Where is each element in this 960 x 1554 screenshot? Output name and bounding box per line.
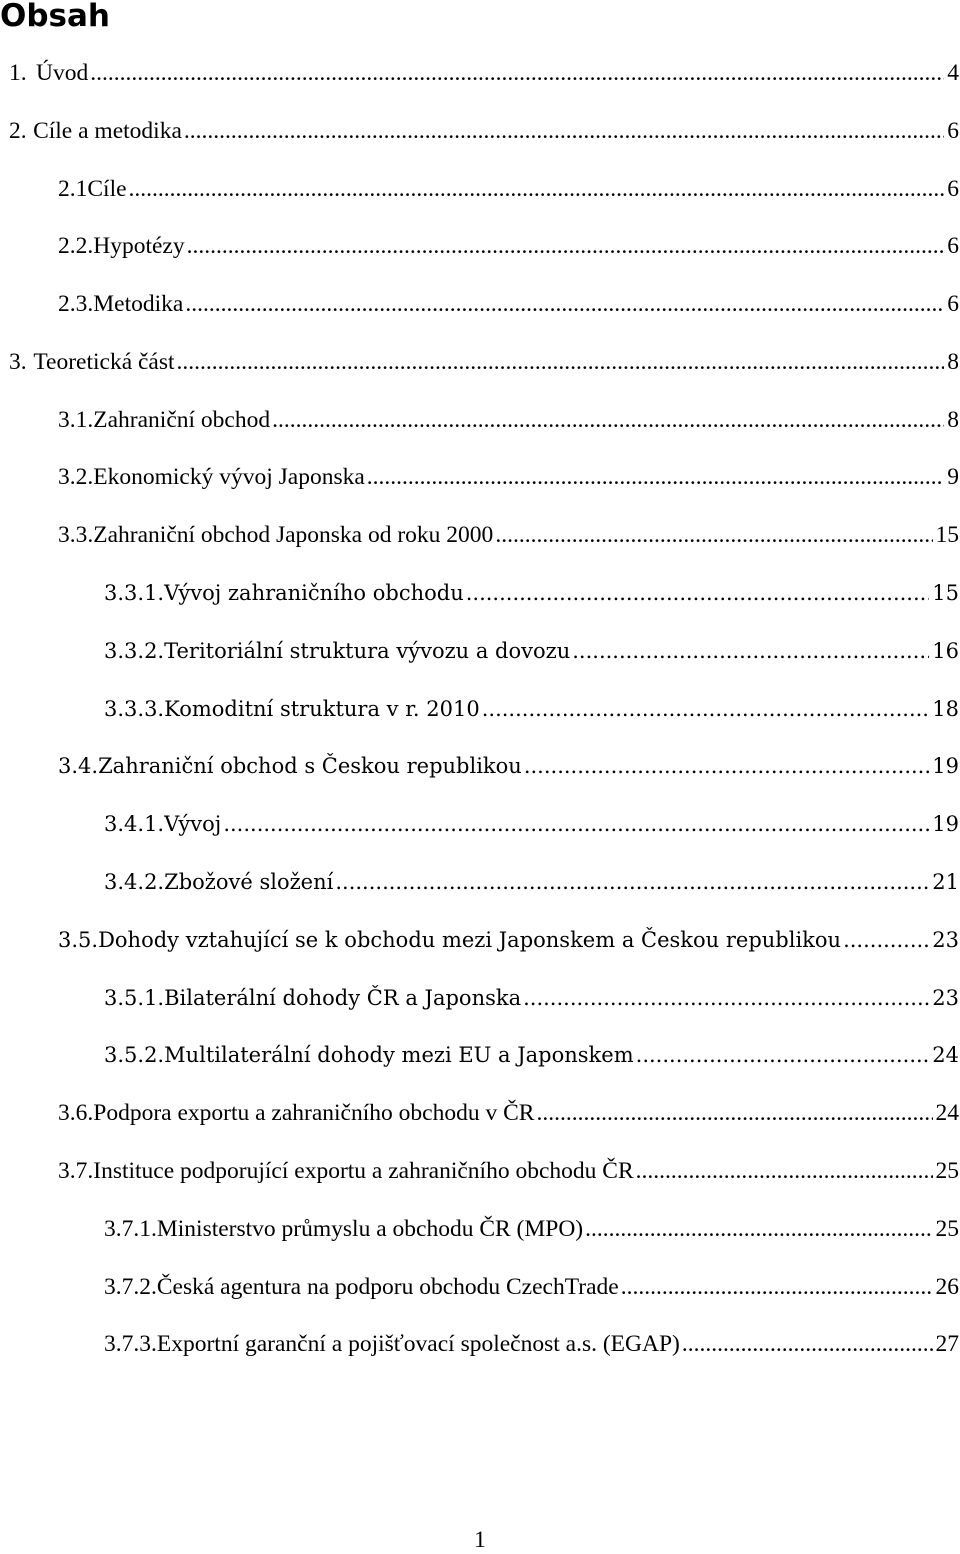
toc-entry[interactable] xyxy=(104,809,959,839)
toc-entry-number: 3.4.2. xyxy=(104,870,165,894)
toc-entry-number: 3.5. xyxy=(58,928,99,952)
toc-entry-number: 3.4. xyxy=(58,754,99,778)
toc-entry-number: 3.3.1. xyxy=(104,581,165,605)
toc-entry-page: 8 xyxy=(947,407,959,433)
toc-entry-page: 4 xyxy=(947,60,959,86)
toc-dot-leader xyxy=(187,231,945,261)
toc-entry-page: 24 xyxy=(932,1043,959,1067)
toc-entry-label: Úvod xyxy=(36,60,89,86)
toc-dot-leader xyxy=(177,347,945,377)
toc-entry-page: 24 xyxy=(935,1100,959,1126)
toc-entry-label: Vývoj xyxy=(164,812,222,836)
toc-entry-label: Hypotézy xyxy=(93,233,185,259)
toc-dot-leader xyxy=(572,636,929,666)
toc-dot-leader xyxy=(272,405,944,435)
toc-dot-leader xyxy=(524,751,929,781)
toc-dot-leader xyxy=(536,1098,932,1128)
toc-dot-leader xyxy=(523,983,929,1013)
toc-entry-number: 3. xyxy=(9,349,27,375)
toc-entry[interactable] xyxy=(58,289,959,319)
toc-entry-page: 19 xyxy=(932,754,959,778)
toc-entry-label: Dohody vztahující se k obchodu mezi Japonskem a Českou republikou xyxy=(98,928,842,952)
toc-entry-number: 2.2. xyxy=(58,233,94,259)
toc-dot-leader xyxy=(682,1329,933,1359)
toc-entry-page: 21 xyxy=(932,870,959,894)
toc-entry-label: Multilaterální dohody mezi EU a Japonskem xyxy=(164,1043,634,1067)
toc-entry[interactable] xyxy=(58,231,959,261)
toc-entry[interactable] xyxy=(104,578,959,608)
toc-dot-leader xyxy=(367,462,944,492)
toc-dot-leader xyxy=(495,520,932,550)
toc-entry-label: Zbožové složení xyxy=(164,870,334,894)
toc-entry-number: 3.7. xyxy=(58,1158,94,1184)
toc-entry-number: 3.3.2. xyxy=(104,639,165,663)
toc-entry-label: Česká agentura na podporu obchodu CzechTrade xyxy=(156,1274,619,1300)
toc-entry-page: 25 xyxy=(935,1216,959,1242)
toc-entry[interactable] xyxy=(104,867,959,897)
toc-entry-label: Metodika xyxy=(93,291,184,317)
toc-entry[interactable] xyxy=(58,751,959,781)
toc-entry[interactable] xyxy=(9,347,959,377)
toc-entry-page: 23 xyxy=(932,986,959,1010)
toc-entry-number: 3.7.1. xyxy=(104,1216,157,1242)
toc-entry[interactable] xyxy=(104,983,959,1013)
toc-entry[interactable] xyxy=(104,1214,959,1244)
toc-entry[interactable] xyxy=(104,1329,959,1359)
toc-entry-label: Zahraniční obchod s Českou republikou xyxy=(98,754,522,778)
toc-entry-number: 3.3.3. xyxy=(104,697,165,721)
toc-entry-number: 3.6. xyxy=(58,1100,94,1126)
toc-entry-page: 27 xyxy=(935,1331,959,1357)
toc-dot-leader xyxy=(129,174,945,204)
toc-entry[interactable] xyxy=(58,174,959,204)
toc-dot-leader xyxy=(185,289,944,319)
toc-entry-label: Zahraniční obchod Japonska od roku 2000 xyxy=(93,522,494,548)
toc-dot-leader xyxy=(843,925,929,955)
toc-entry-number: 3.7.2. xyxy=(104,1274,157,1300)
page-title: Obsah xyxy=(0,0,110,34)
toc-dot-leader xyxy=(636,1156,933,1186)
toc-entry[interactable] xyxy=(58,462,959,492)
toc-entry-number: 2.1 xyxy=(58,176,88,202)
toc-entry-label: Cíle a metodika xyxy=(33,118,182,144)
toc-entry-page: 6 xyxy=(947,176,959,202)
toc-entry-label: Zahraniční obchod xyxy=(93,407,271,433)
toc-entry-page: 15 xyxy=(935,522,959,548)
toc-entry[interactable] xyxy=(104,1040,959,1070)
toc-dot-leader xyxy=(90,58,944,88)
toc-dot-leader xyxy=(223,809,929,839)
toc-dot-leader xyxy=(184,116,944,146)
toc-entry-page: 9 xyxy=(947,464,959,490)
toc-entry-label: Instituce podporující exportu a zahraničního obchodu ČR xyxy=(93,1158,634,1184)
toc-entry-page: 25 xyxy=(935,1158,959,1184)
toc-entry-number: 3.1. xyxy=(58,407,94,433)
toc-dot-leader xyxy=(335,867,929,897)
toc-entry[interactable] xyxy=(104,1272,959,1302)
toc-entry-label: Vývoj zahraničního obchodu xyxy=(164,581,464,605)
toc-entry-label: Exportní garanční a pojišťovací společnost a.s. (EGAP) xyxy=(156,1331,680,1357)
toc-entry-label: Ministerstvo průmyslu a obchodu ČR (MPO) xyxy=(156,1216,584,1242)
toc-dot-leader xyxy=(585,1214,932,1244)
toc-entry-page: 23 xyxy=(932,928,959,952)
toc-entry-page: 6 xyxy=(947,233,959,259)
toc-entry-number: 3.3. xyxy=(58,522,94,548)
toc-entry-page: 6 xyxy=(947,291,959,317)
toc-entry-number: 3.5.2. xyxy=(104,1043,165,1067)
toc-entry-page: 19 xyxy=(932,812,959,836)
toc-entry-page: 26 xyxy=(935,1274,959,1300)
toc-entry[interactable] xyxy=(9,116,959,146)
toc-dot-leader xyxy=(621,1272,933,1302)
toc-entry-label: Ekonomický vývoj Japonska xyxy=(93,464,365,490)
toc-entry-number: 2. xyxy=(9,118,27,144)
toc-entry-page: 18 xyxy=(932,697,959,721)
toc-dot-leader xyxy=(636,1040,930,1070)
toc-dot-leader xyxy=(466,578,930,608)
toc-entry-label: Cíle xyxy=(87,176,127,202)
toc-entry[interactable] xyxy=(58,1156,959,1186)
toc-dot-leader xyxy=(482,694,930,724)
toc-entry-number: 3.5.1. xyxy=(104,986,165,1010)
toc-entry-number: 1. xyxy=(9,60,27,86)
toc-entry-number: 3.4.1. xyxy=(104,812,165,836)
toc-entry-page: 6 xyxy=(947,118,959,144)
toc-entry-label: Teritoriální struktura vývozu a dovozu xyxy=(164,639,571,663)
page-number: 1 xyxy=(474,1527,486,1553)
toc-entry-number: 2.3. xyxy=(58,291,94,317)
toc-entry-label: Komoditní struktura v r. 2010 xyxy=(164,697,480,721)
toc-entry-number: 3.2. xyxy=(58,464,94,490)
toc-entry-label: Teoretická část xyxy=(33,349,175,375)
toc-entry-number: 3.7.3. xyxy=(104,1331,157,1357)
toc-entry[interactable] xyxy=(58,1098,959,1128)
toc-entry[interactable] xyxy=(9,58,959,88)
toc-entry-label: Bilaterální dohody ČR a Japonska xyxy=(164,986,522,1010)
toc-entry-label: Podpora exportu a zahraničního obchodu v ČR xyxy=(93,1100,535,1126)
toc-entry[interactable] xyxy=(58,405,959,435)
toc-entry[interactable] xyxy=(104,636,959,666)
toc-entry-page: 15 xyxy=(932,581,959,605)
toc-entry[interactable] xyxy=(58,520,959,550)
toc-entry[interactable] xyxy=(58,925,959,955)
toc-entry[interactable] xyxy=(104,694,959,724)
toc-entry-page: 8 xyxy=(947,349,959,375)
toc-entry-page: 16 xyxy=(932,639,959,663)
